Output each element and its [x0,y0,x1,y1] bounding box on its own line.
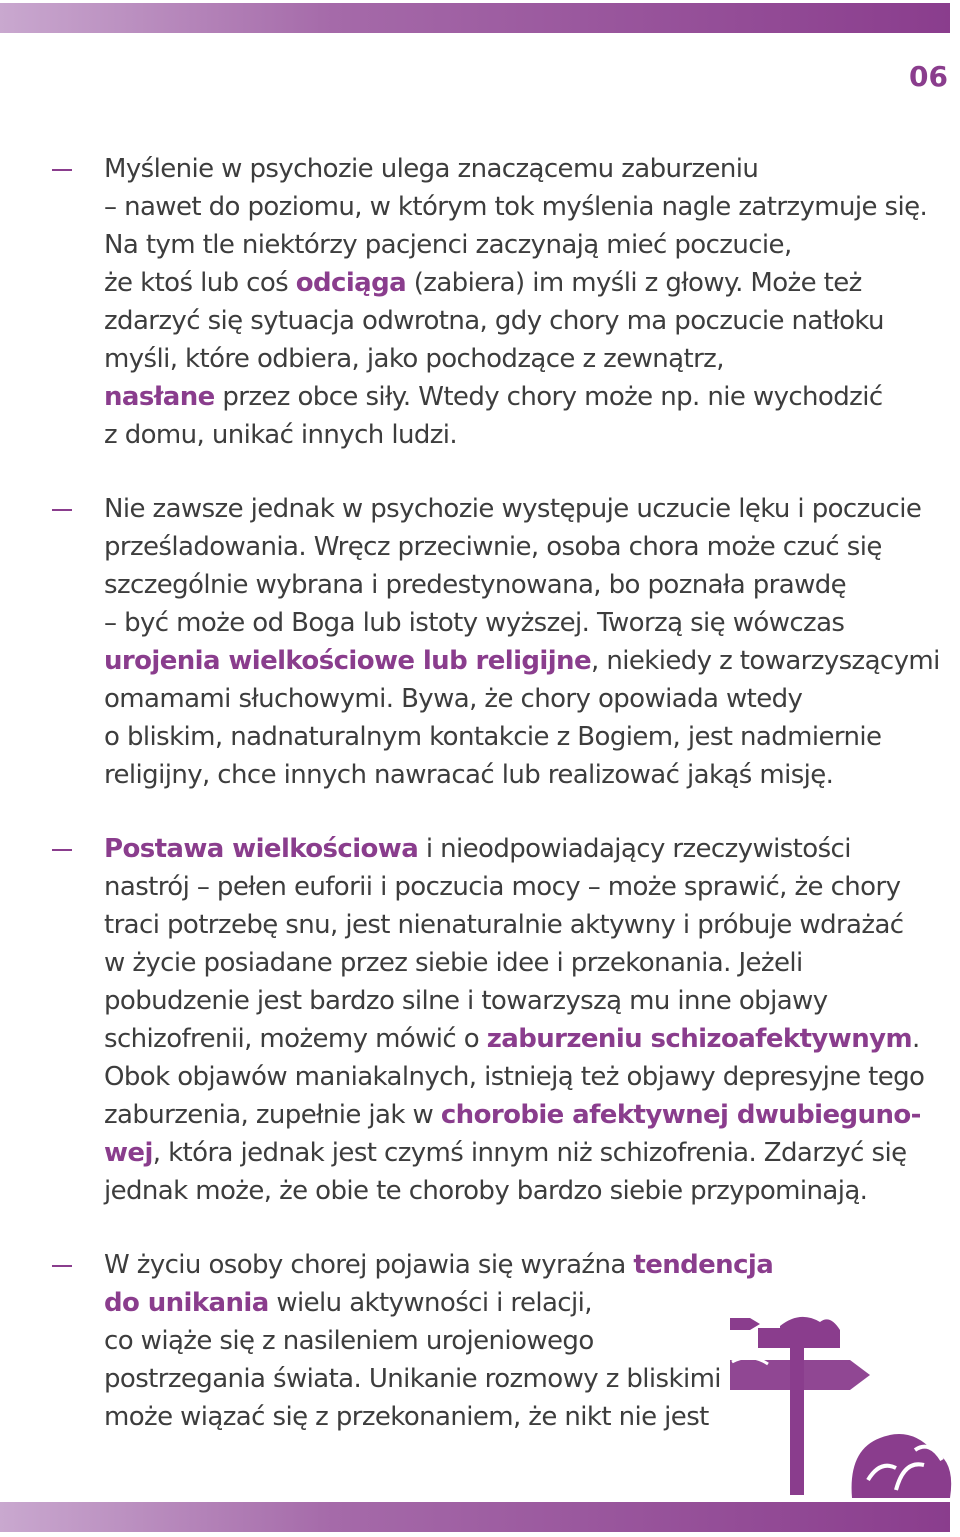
text-segment: wielu aktywności i relacji, [268,1288,592,1318]
text-segment: zdarzyć się sytuacja odwrotna, gdy chory ma poczucie natłoku [104,306,884,336]
text-line [104,1134,944,1172]
text-segment: traci potrzebę snu, jest nienaturalnie aktywny i próbuje wdrażać [104,910,904,940]
text-segment: Obok objawów maniakalnych, istnieją też objawy depresyjne tego [104,1062,925,1092]
text-line [104,302,944,340]
text-segment: W życiu osoby chorej pojawia się wyraźna [104,1250,634,1280]
text-segment: z domu, unikać innych ludzi. [104,420,458,450]
text-segment: może wiązać się z przekonaniem, że nikt nie jest [104,1402,709,1432]
text-line [104,982,944,1020]
text-line [104,1058,944,1096]
text-segment: (zabiera) im myśli z głowy. Może też [406,268,862,298]
main-text [0,150,960,1472]
highlighted-term: chorobie afektywnej dwubieguno- [440,1100,921,1130]
text-line [104,718,944,756]
text-line [104,906,944,944]
page-number: 06 [909,60,948,93]
text-segment: jednak może, że obie te choroby bardzo siebie przypominają. [104,1176,868,1206]
text-segment: co wiąże się z nasileniem urojeniowego [104,1326,594,1356]
text-segment: , niekiedy z towarzyszącymi [591,646,940,676]
text-segment: – nawet do poziomu, w którym tok myślenia nagle zatrzymuje się. [104,192,928,222]
text-segment: religijny, chce innych nawracać lub realizować jakąś misję. [104,760,834,790]
highlighted-term: tendencja [633,1250,774,1280]
text-line [104,1020,944,1058]
highlighted-term: nasłane [104,382,215,412]
text-segment: przez obce siły. Wtedy chory może np. nie wychodzić [214,382,883,412]
text-segment: myśli, które odbiera, jako pochodzące z zewnątrz, [104,344,724,374]
text-line [104,1096,944,1134]
highlighted-term: urojenia wielkościowe lub religijne [104,646,592,676]
highlighted-term: do unikania [104,1288,269,1318]
bullet-dash [52,1265,72,1267]
text-line [104,868,944,906]
text-segment: szczególnie wybrana i predestynowana, bo poznała prawdę [104,570,847,600]
brain-icon [852,1434,952,1498]
bullet-item [0,490,944,794]
text-line [104,490,944,528]
text-line [104,528,944,566]
text-line [104,604,944,642]
bullet-dash [52,849,72,851]
text-line [104,188,944,226]
text-segment: zaburzenia, zupełnie jak w [104,1100,441,1130]
text-line [104,226,944,264]
text-line [104,150,944,188]
text-segment: pobudzenie jest bardzo silne i towarzyszą mu inne objawy [104,986,828,1016]
bullet-dash [52,509,72,511]
text-line [104,944,944,982]
signpost-icon [730,1317,870,1495]
text-segment: że ktoś lub coś [104,268,296,298]
text-line [104,566,944,604]
text-segment: – być może od Boga lub istoty wyższej. Tworzą się wówczas [104,608,845,638]
text-segment: schizofrenii, możemy mówić o [104,1024,487,1054]
text-line [104,756,944,794]
text-segment: w życie posiadane przez siebie idee i przekonania. Jeżeli [104,948,803,978]
text-segment: . [911,1024,920,1054]
bullet-item [0,150,944,454]
bottom-color-band [0,1502,950,1532]
text-segment: , która jednak jest czymś innym niż schizofrenia. Zdarzyć się [152,1138,907,1168]
highlighted-term: Postawa wielkościowa [104,834,419,864]
text-segment: i nieodpowiadający rzeczywistości [418,834,851,864]
text-segment: Myślenie w psychozie ulega znaczącemu zaburzeniu [104,154,759,184]
bullet-dash [52,169,72,171]
text-segment: nastrój – pełen euforii i poczucia mocy – może sprawić, że chory [104,872,901,902]
text-segment: o bliskim, nadnaturalnym kontakcie z Bogiem, jest nadmiernie [104,722,882,752]
text-line [104,1246,944,1284]
text-line [104,642,944,680]
text-segment: postrzegania świata. Unikanie rozmowy z bliskimi [104,1364,721,1394]
text-line [104,378,944,416]
text-segment: Nie zawsze jednak w psychozie występuje uczucie lęku i poczucie [104,494,922,524]
text-line [104,1172,944,1210]
top-color-band [0,3,950,33]
text-line [104,416,944,454]
text-line [104,680,944,718]
highlighted-term: zaburzeniu schizoafektywnym [486,1024,912,1054]
signpost-brain-illustration [720,1300,960,1500]
text-segment: Na tym tle niektórzy pacjenci zaczynają mieć poczucie, [104,230,792,260]
text-line [104,830,944,868]
text-segment: prześladowania. Wręcz przeciwnie, osoba chora może czuć się [104,532,882,562]
bullet-item [0,830,944,1210]
highlighted-term: odciąga [295,268,407,298]
text-line [104,340,944,378]
text-line [104,264,944,302]
highlighted-term: wej [104,1138,153,1168]
text-segment: omamami słuchowymi. Bywa, że chory opowiada wtedy [104,684,803,714]
